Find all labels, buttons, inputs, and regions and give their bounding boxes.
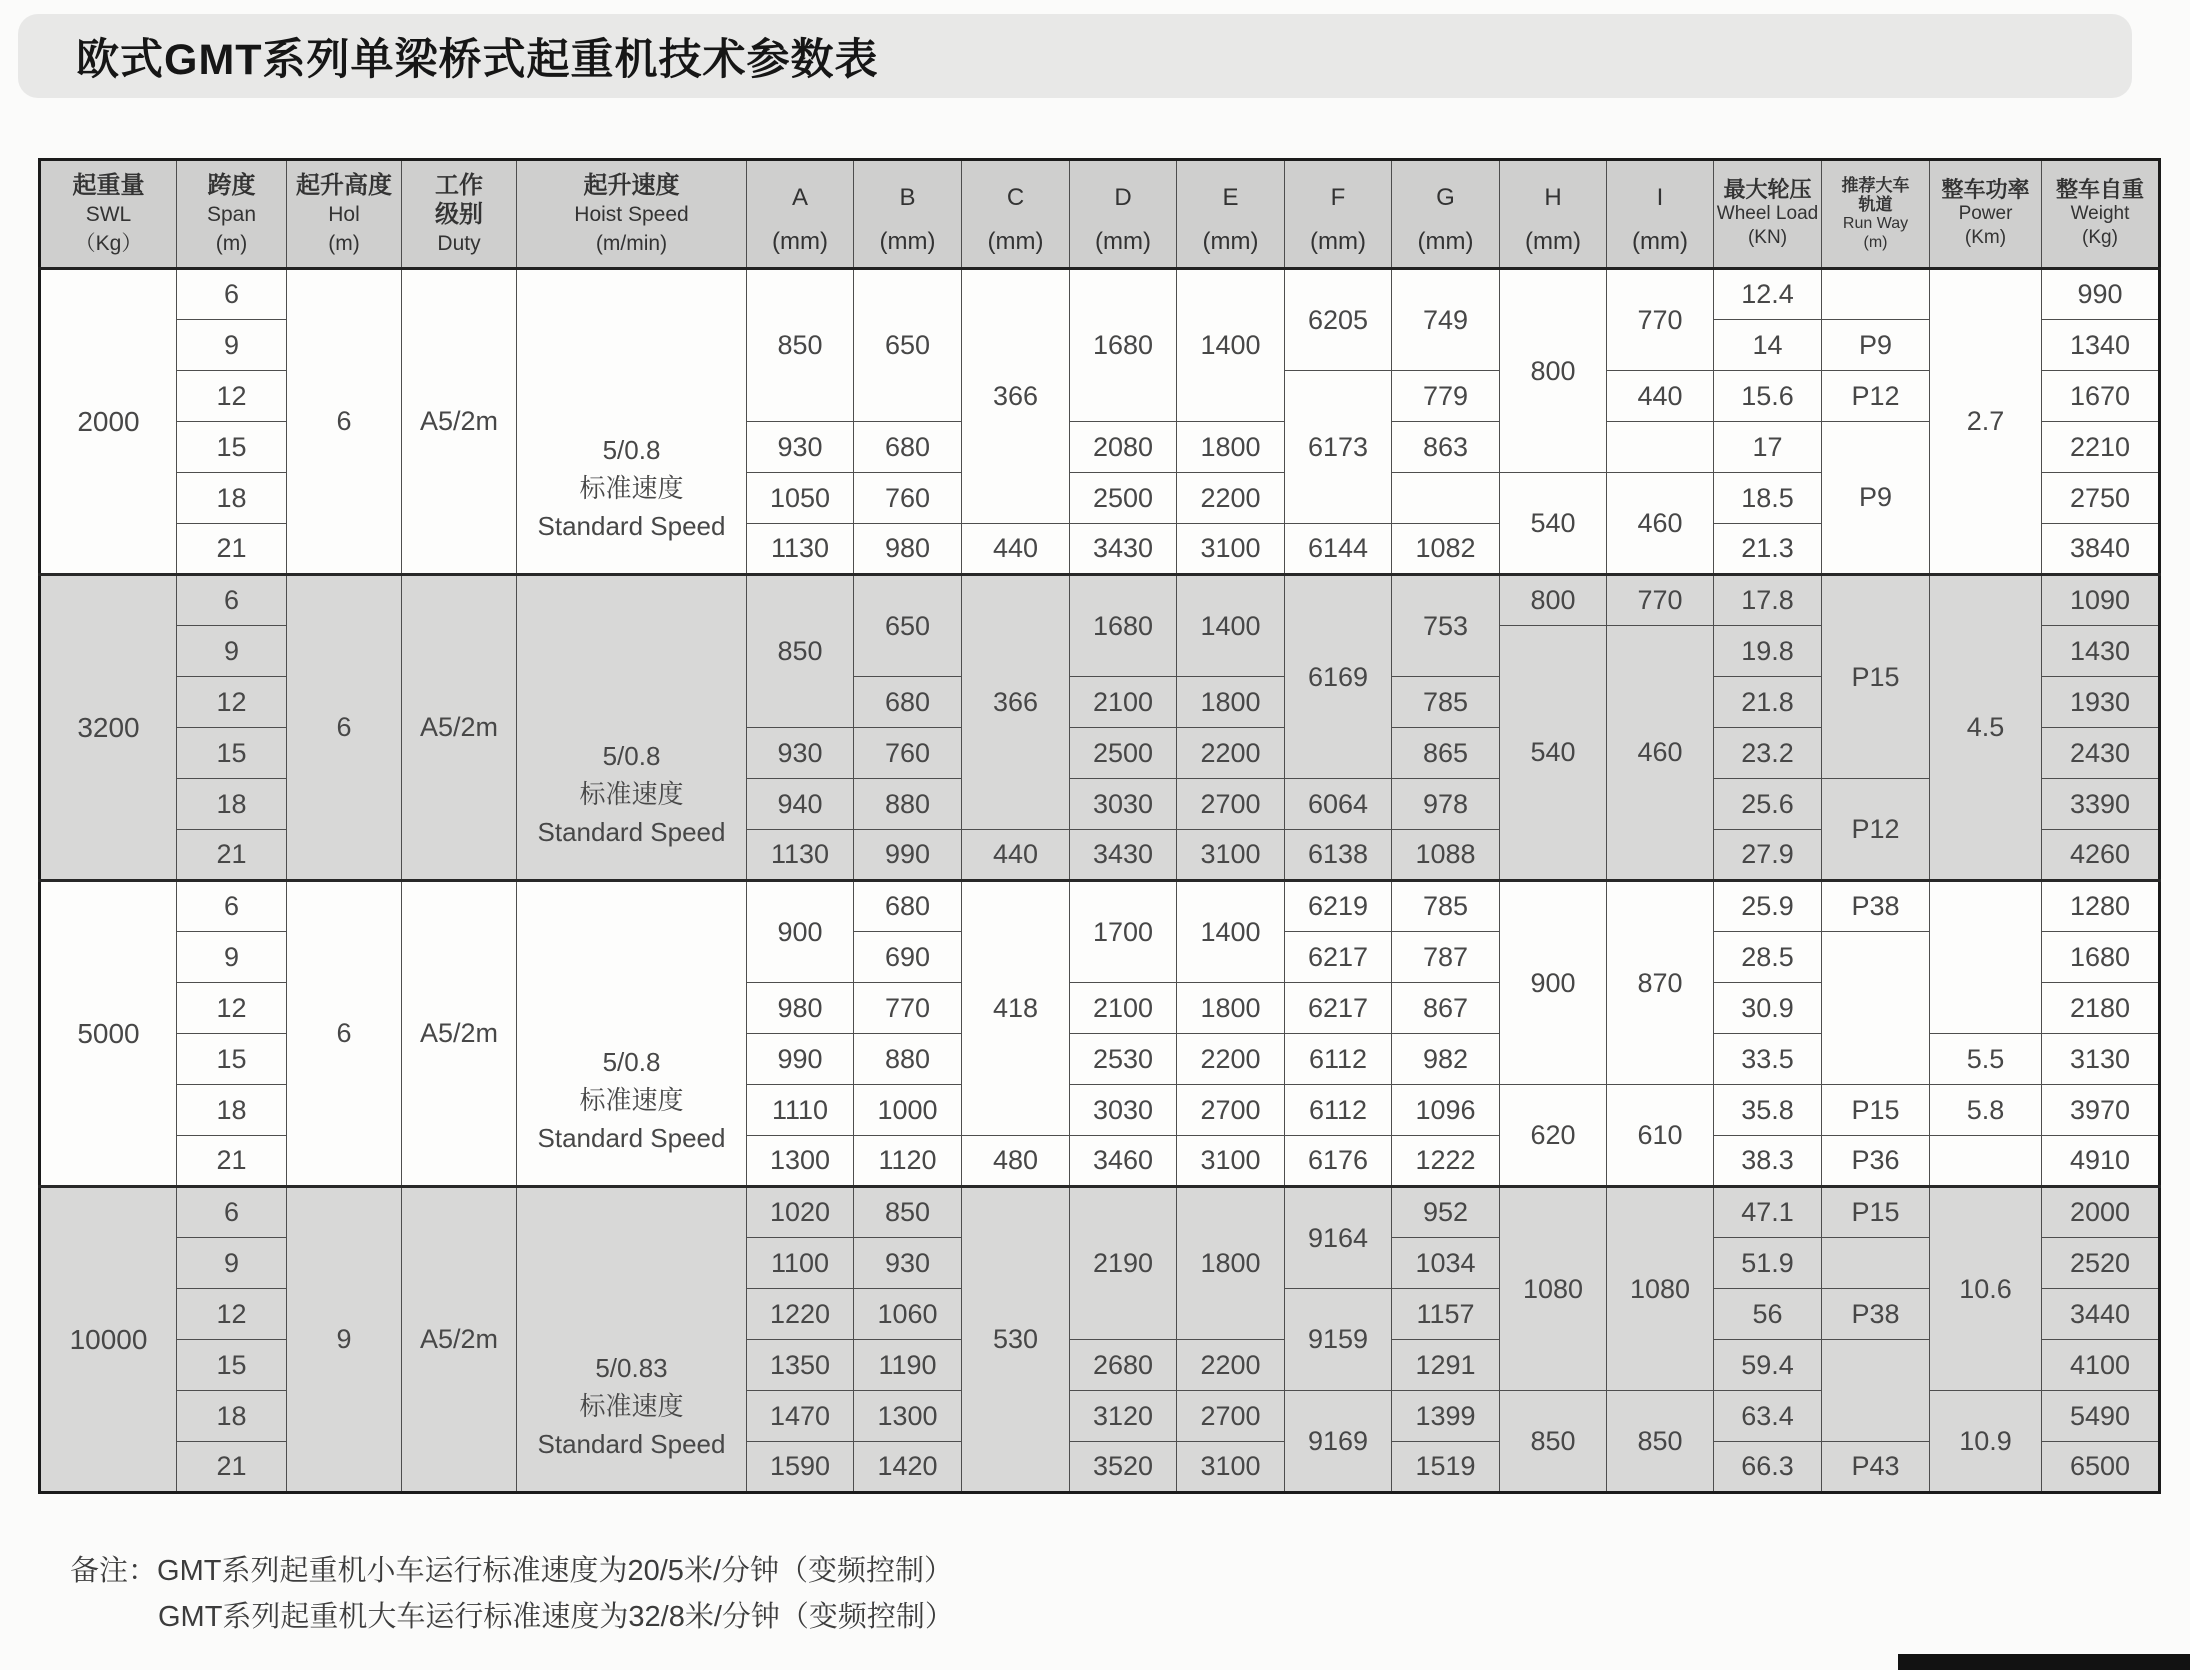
cell-weight: 2750 — [2042, 473, 2160, 524]
cell-span: 15 — [177, 1340, 287, 1391]
cell-wheel: 47.1 — [1714, 1187, 1822, 1238]
cell-wheel: 15.6 — [1714, 371, 1822, 422]
cell-span: 6 — [177, 881, 287, 932]
cell-wheel: 27.9 — [1714, 830, 1822, 881]
cell-weight: 6500 — [2042, 1442, 2160, 1493]
cell-e: 1800 — [1177, 1187, 1285, 1340]
cell-d: 2080 — [1070, 422, 1177, 473]
cell-f: 9159 — [1285, 1289, 1392, 1391]
cell-g: 1222 — [1392, 1136, 1500, 1187]
cell-i: 770 — [1607, 575, 1714, 626]
cell-a: 1220 — [747, 1289, 854, 1340]
cell-b: 1120 — [854, 1136, 962, 1187]
cell-e: 2700 — [1177, 1391, 1285, 1442]
cell-b: 760 — [854, 728, 962, 779]
cell-span: 18 — [177, 473, 287, 524]
cell-weight: 990 — [2042, 269, 2160, 320]
cell-i: 870 — [1607, 881, 1714, 1085]
title-banner — [18, 14, 2132, 98]
cell-e: 2700 — [1177, 1085, 1285, 1136]
cell-e: 3100 — [1177, 830, 1285, 881]
cell-a: 930 — [747, 422, 854, 473]
row-5000-span-6 — [40, 881, 2160, 932]
cell-g: 1399 — [1392, 1391, 1500, 1442]
cell-d: 3430 — [1070, 524, 1177, 575]
cell-weight: 4100 — [2042, 1340, 2160, 1391]
cell-g: 779 — [1392, 371, 1500, 422]
cell-g: 1082 — [1392, 524, 1500, 575]
cell-weight: 1280 — [2042, 881, 2160, 932]
header-e: E (mm) — [1177, 160, 1285, 269]
cell-hol: 6 — [287, 575, 402, 881]
cell-weight: 2180 — [2042, 983, 2160, 1034]
note-text-1: GMT系列起重机小车运行标准速度为20/5米/分钟（变频控制） — [157, 1555, 953, 1587]
cell-g: 978 — [1392, 779, 1500, 830]
cell-span: 12 — [177, 677, 287, 728]
cell-e: 1400 — [1177, 269, 1285, 422]
cell-e: 1800 — [1177, 983, 1285, 1034]
cell-f: 6217 — [1285, 983, 1392, 1034]
cell-i: 770 — [1607, 269, 1714, 371]
cell-c: 366 — [962, 575, 1070, 830]
cell-wheel: 35.8 — [1714, 1085, 1822, 1136]
cell-b: 770 — [854, 983, 962, 1034]
cell-i: 1080 — [1607, 1187, 1714, 1391]
cell-wheel: 66.3 — [1714, 1442, 1822, 1493]
cell-g: 1291 — [1392, 1340, 1500, 1391]
cell-a: 940 — [747, 779, 854, 830]
cell-c: 440 — [962, 524, 1070, 575]
header-g: G (mm) — [1392, 160, 1500, 269]
cell-runway: P15 — [1822, 575, 1930, 779]
cell-h: 850 — [1500, 1391, 1607, 1493]
cell-f: 6217 — [1285, 932, 1392, 983]
cell-weight: 2000 — [2042, 1187, 2160, 1238]
cell-e: 3100 — [1177, 524, 1285, 575]
cell-i: 460 — [1607, 626, 1714, 881]
cell-span: 15 — [177, 422, 287, 473]
cell-wheel: 38.3 — [1714, 1136, 1822, 1187]
cell-h: 900 — [1500, 881, 1607, 1085]
cell-span: 18 — [177, 779, 287, 830]
cell-weight: 2520 — [2042, 1238, 2160, 1289]
cell-g: 1157 — [1392, 1289, 1500, 1340]
cell-b: 990 — [854, 830, 962, 881]
cell-a: 1130 — [747, 830, 854, 881]
cell-runway: P12 — [1822, 371, 1930, 422]
cell-weight: 1430 — [2042, 626, 2160, 677]
cell-b: 880 — [854, 779, 962, 830]
cell-hoist-speed: 5/0.8 标准速度 Standard Speed — [517, 575, 747, 881]
cell-f: 9169 — [1285, 1391, 1392, 1493]
header-span: 跨度 Span (m) — [177, 160, 287, 269]
cell-g: 749 — [1392, 269, 1500, 371]
table-header — [40, 160, 2160, 269]
cell-power — [1930, 1136, 2042, 1187]
cell-h: 540 — [1500, 626, 1607, 881]
header-i: I (mm) — [1607, 160, 1714, 269]
cell-weight: 3130 — [2042, 1034, 2160, 1085]
cell-runway — [1822, 269, 1930, 320]
cell-hoist-speed: 5/0.8 标准速度 Standard Speed — [517, 269, 747, 575]
notes — [70, 1548, 954, 1640]
cell-span: 18 — [177, 1085, 287, 1136]
cell-h: 620 — [1500, 1085, 1607, 1187]
cell-weight: 3840 — [2042, 524, 2160, 575]
cell-a: 1130 — [747, 524, 854, 575]
cell-power: 5.5 — [1930, 1034, 2042, 1085]
header-power: 整车功率 Power (Km) — [1930, 160, 2042, 269]
header-weight: 整车自重 Weight (Kg) — [2042, 160, 2160, 269]
header-h: H (mm) — [1500, 160, 1607, 269]
cell-a: 930 — [747, 728, 854, 779]
cell-e: 2200 — [1177, 1034, 1285, 1085]
cell-wheel: 59.4 — [1714, 1340, 1822, 1391]
cell-span: 9 — [177, 626, 287, 677]
cell-runway: P15 — [1822, 1085, 1930, 1136]
cell-hol: 6 — [287, 881, 402, 1187]
cell-f: 6064 — [1285, 779, 1392, 830]
cell-b: 1190 — [854, 1340, 962, 1391]
cell-weight: 3970 — [2042, 1085, 2160, 1136]
cell-span: 21 — [177, 1442, 287, 1493]
cell-b: 690 — [854, 932, 962, 983]
cell-b: 1000 — [854, 1085, 962, 1136]
cell-wheel: 25.6 — [1714, 779, 1822, 830]
cell-duty: A5/2m — [402, 575, 517, 881]
cell-span: 6 — [177, 1187, 287, 1238]
header-wheel-load: 最大轮压 Wheel Load (KN) — [1714, 160, 1822, 269]
cell-hoist-speed: 5/0.83 标准速度 Standard Speed — [517, 1187, 747, 1493]
cell-d: 2530 — [1070, 1034, 1177, 1085]
page-title: 欧式GMT系列单梁桥式起重机技术参数表 — [76, 35, 879, 84]
cell-g: 867 — [1392, 983, 1500, 1034]
cell-i: 460 — [1607, 473, 1714, 575]
cell-e: 3100 — [1177, 1136, 1285, 1187]
cell-f: 6112 — [1285, 1034, 1392, 1085]
cell-i: 440 — [1607, 371, 1714, 422]
header-swl: 起重量 SWL （Kg） — [40, 160, 177, 269]
cell-swl-3200: 3200 — [40, 575, 177, 881]
note-line-2 — [70, 1594, 954, 1640]
header-hoist-speed: 起升速度 Hoist Speed (m/min) — [517, 160, 747, 269]
cell-e: 3100 — [1177, 1442, 1285, 1493]
cell-span: 6 — [177, 575, 287, 626]
cell-d: 3460 — [1070, 1136, 1177, 1187]
cell-d: 2680 — [1070, 1340, 1177, 1391]
cell-span: 12 — [177, 983, 287, 1034]
cell-wheel: 12.4 — [1714, 269, 1822, 320]
cell-weight: 1680 — [2042, 932, 2160, 983]
cell-span: 21 — [177, 1136, 287, 1187]
cell-b: 1060 — [854, 1289, 962, 1340]
cell-d: 1680 — [1070, 575, 1177, 677]
cell-runway — [1822, 932, 1930, 1085]
cell-g: 785 — [1392, 677, 1500, 728]
row-2000-span-6 — [40, 269, 2160, 320]
cell-c: 440 — [962, 830, 1070, 881]
cell-b: 980 — [854, 524, 962, 575]
cell-a: 900 — [747, 881, 854, 983]
cell-wheel: 25.9 — [1714, 881, 1822, 932]
cell-wheel: 33.5 — [1714, 1034, 1822, 1085]
cell-e: 2700 — [1177, 779, 1285, 830]
cell-f: 6173 — [1285, 371, 1392, 524]
cell-c: 418 — [962, 881, 1070, 1136]
cell-runway — [1822, 1238, 1930, 1289]
cell-b: 850 — [854, 1187, 962, 1238]
cell-wheel: 21.3 — [1714, 524, 1822, 575]
cell-span: 15 — [177, 728, 287, 779]
cell-weight: 1340 — [2042, 320, 2160, 371]
cell-b: 930 — [854, 1238, 962, 1289]
cell-f: 9164 — [1285, 1187, 1392, 1289]
cell-e: 1800 — [1177, 677, 1285, 728]
table-body — [40, 269, 2160, 1493]
cell-a: 850 — [747, 575, 854, 728]
cell-span: 12 — [177, 1289, 287, 1340]
cell-i: 610 — [1607, 1085, 1714, 1187]
cell-d: 3120 — [1070, 1391, 1177, 1442]
cell-power: 2.7 — [1930, 269, 2042, 575]
cell-power: 10.9 — [1930, 1391, 2042, 1493]
cell-runway: P9 — [1822, 320, 1930, 371]
row-10000-span-6 — [40, 1187, 2160, 1238]
cell-h: 800 — [1500, 269, 1607, 473]
cell-h: 540 — [1500, 473, 1607, 575]
cell-e: 2200 — [1177, 728, 1285, 779]
cell-wheel: 19.8 — [1714, 626, 1822, 677]
cell-power: 4.5 — [1930, 575, 2042, 881]
header-duty: 工作 级别 Duty — [402, 160, 517, 269]
cell-runway: P43 — [1822, 1442, 1930, 1493]
cell-span: 6 — [177, 269, 287, 320]
cell-weight: 5490 — [2042, 1391, 2160, 1442]
cell-d: 2100 — [1070, 983, 1177, 1034]
cell-d: 2190 — [1070, 1187, 1177, 1340]
cell-f: 6144 — [1285, 524, 1392, 575]
cell-g: 787 — [1392, 932, 1500, 983]
cell-a: 1590 — [747, 1442, 854, 1493]
scan-artifact-bar — [1898, 1654, 2190, 1670]
cell-a: 980 — [747, 983, 854, 1034]
cell-span: 15 — [177, 1034, 287, 1085]
cell-a: 1020 — [747, 1187, 854, 1238]
header-c: C (mm) — [962, 160, 1070, 269]
cell-a: 990 — [747, 1034, 854, 1085]
cell-weight: 3440 — [2042, 1289, 2160, 1340]
cell-f: 6112 — [1285, 1085, 1392, 1136]
cell-a: 1350 — [747, 1340, 854, 1391]
cell-wheel: 21.8 — [1714, 677, 1822, 728]
note-line-1 — [70, 1548, 954, 1594]
cell-wheel: 17 — [1714, 422, 1822, 473]
header-hol: 起升高度 Hol (m) — [287, 160, 402, 269]
cell-span: 18 — [177, 1391, 287, 1442]
cell-runway: P38 — [1822, 881, 1930, 932]
cell-duty: A5/2m — [402, 881, 517, 1187]
note-text-2: GMT系列起重机大车运行标准速度为32/8米/分钟（变频控制） — [158, 1601, 954, 1633]
cell-e: 1800 — [1177, 422, 1285, 473]
cell-d: 3520 — [1070, 1442, 1177, 1493]
cell-e: 2200 — [1177, 473, 1285, 524]
cell-swl-10000: 10000 — [40, 1187, 177, 1493]
cell-runway: P38 — [1822, 1289, 1930, 1340]
cell-a: 1050 — [747, 473, 854, 524]
cell-g: 1088 — [1392, 830, 1500, 881]
cell-wheel: 63.4 — [1714, 1391, 1822, 1442]
cell-d: 2500 — [1070, 473, 1177, 524]
header-a: A (mm) — [747, 160, 854, 269]
cell-b: 650 — [854, 575, 962, 677]
cell-g: 1034 — [1392, 1238, 1500, 1289]
cell-c: 480 — [962, 1136, 1070, 1187]
cell-f: 6219 — [1285, 881, 1392, 932]
cell-g: 1096 — [1392, 1085, 1500, 1136]
cell-g: 1519 — [1392, 1442, 1500, 1493]
cell-i — [1607, 422, 1714, 473]
cell-d: 3030 — [1070, 1085, 1177, 1136]
cell-runway — [1822, 1340, 1930, 1442]
cell-a: 850 — [747, 269, 854, 422]
cell-b: 1420 — [854, 1442, 962, 1493]
cell-d: 3030 — [1070, 779, 1177, 830]
cell-duty: A5/2m — [402, 269, 517, 575]
cell-b: 1300 — [854, 1391, 962, 1442]
row-3200-span-6 — [40, 575, 2160, 626]
cell-b: 680 — [854, 422, 962, 473]
cell-b: 760 — [854, 473, 962, 524]
cell-a: 1110 — [747, 1085, 854, 1136]
cell-wheel: 56 — [1714, 1289, 1822, 1340]
cell-f: 6169 — [1285, 575, 1392, 779]
cell-e: 1400 — [1177, 575, 1285, 677]
cell-power: 10.6 — [1930, 1187, 2042, 1391]
cell-d: 2100 — [1070, 677, 1177, 728]
cell-runway: P15 — [1822, 1187, 1930, 1238]
cell-span: 9 — [177, 932, 287, 983]
cell-wheel: 18.5 — [1714, 473, 1822, 524]
cell-weight: 4910 — [2042, 1136, 2160, 1187]
spec-table-wrap — [38, 158, 2161, 1494]
cell-g: 863 — [1392, 422, 1500, 473]
cell-h: 1080 — [1500, 1187, 1607, 1391]
cell-duty: A5/2m — [402, 1187, 517, 1493]
header-run-way: 推荐大车 轨道 Run Way (m) — [1822, 160, 1930, 269]
notes-label: 备注： — [70, 1555, 158, 1587]
cell-wheel: 23.2 — [1714, 728, 1822, 779]
cell-power: 5.8 — [1930, 1085, 2042, 1136]
cell-span: 9 — [177, 320, 287, 371]
cell-h: 800 — [1500, 575, 1607, 626]
cell-wheel: 51.9 — [1714, 1238, 1822, 1289]
cell-span: 9 — [177, 1238, 287, 1289]
cell-g: 753 — [1392, 575, 1500, 677]
cell-c: 366 — [962, 269, 1070, 524]
cell-runway: P9 — [1822, 422, 1930, 575]
cell-a: 1470 — [747, 1391, 854, 1442]
spec-table — [38, 158, 2161, 1494]
cell-hoist-speed: 5/0.8 标准速度 Standard Speed — [517, 881, 747, 1187]
cell-d: 1700 — [1070, 881, 1177, 983]
cell-weight: 2430 — [2042, 728, 2160, 779]
cell-weight: 3390 — [2042, 779, 2160, 830]
cell-span: 21 — [177, 524, 287, 575]
cell-c: 530 — [962, 1187, 1070, 1493]
cell-f: 6138 — [1285, 830, 1392, 881]
cell-d: 3430 — [1070, 830, 1177, 881]
cell-e: 1400 — [1177, 881, 1285, 983]
cell-wheel: 17.8 — [1714, 575, 1822, 626]
header-d: D (mm) — [1070, 160, 1177, 269]
cell-d: 2500 — [1070, 728, 1177, 779]
cell-f: 6176 — [1285, 1136, 1392, 1187]
cell-hol: 6 — [287, 269, 402, 575]
cell-span: 12 — [177, 371, 287, 422]
cell-weight: 4260 — [2042, 830, 2160, 881]
cell-span: 21 — [177, 830, 287, 881]
cell-weight: 2210 — [2042, 422, 2160, 473]
header-b: B (mm) — [854, 160, 962, 269]
cell-a: 1300 — [747, 1136, 854, 1187]
cell-swl-5000: 5000 — [40, 881, 177, 1187]
cell-a: 1100 — [747, 1238, 854, 1289]
cell-power — [1930, 881, 2042, 1034]
cell-g: 785 — [1392, 881, 1500, 932]
cell-swl-2000: 2000 — [40, 269, 177, 575]
cell-b: 880 — [854, 1034, 962, 1085]
cell-hol: 9 — [287, 1187, 402, 1493]
cell-d: 1680 — [1070, 269, 1177, 422]
cell-wheel: 30.9 — [1714, 983, 1822, 1034]
cell-b: 650 — [854, 269, 962, 422]
header-f: F (mm) — [1285, 160, 1392, 269]
cell-g: 952 — [1392, 1187, 1500, 1238]
cell-runway: P12 — [1822, 779, 1930, 881]
cell-g: 865 — [1392, 728, 1500, 779]
cell-b: 680 — [854, 881, 962, 932]
cell-wheel: 28.5 — [1714, 932, 1822, 983]
cell-g — [1392, 473, 1500, 524]
cell-b: 680 — [854, 677, 962, 728]
cell-weight: 1090 — [2042, 575, 2160, 626]
cell-i: 850 — [1607, 1391, 1714, 1493]
cell-weight: 1930 — [2042, 677, 2160, 728]
cell-f: 6205 — [1285, 269, 1392, 371]
cell-weight: 1670 — [2042, 371, 2160, 422]
cell-wheel: 14 — [1714, 320, 1822, 371]
cell-g: 982 — [1392, 1034, 1500, 1085]
cell-e: 2200 — [1177, 1340, 1285, 1391]
cell-runway: P36 — [1822, 1136, 1930, 1187]
